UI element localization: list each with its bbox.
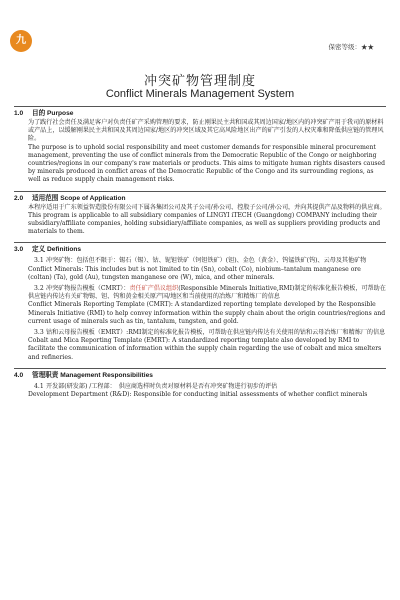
definition-english: Conflict Minerals Reporting Template (CMRT): A standardized reporting template developed by the Responsible Minerals Initiative (RMI) to help convey information within the supply chain about the origin countries/regions and current usage of minerals such as tin, tantalum, tungsten, and gold. [28, 301, 386, 325]
item-number: 3.1 [34, 257, 44, 265]
highlighted-text: 责任矿产倡议组织 [129, 285, 179, 293]
section-purpose [14, 106, 386, 185]
responsibility-text: 开发部(研发部) /工程部： 供应商选样时负责对原材料是否有冲突矿物进行初步的评估 [46, 382, 278, 390]
responsibility-chinese [28, 383, 386, 391]
definition-text: 冲突矿物报告模板（CMRT）： [46, 285, 130, 293]
definition-text: 冲突矿物：包括但不限于：锡石（锡）、钴、铌钽铁矿（钶钽铁矿）(钽)、金色（黄金）、钨锰铁矿(钨)、云母及其他矿物 [46, 257, 367, 265]
section-title: 管理职责 Management Responsibilities [32, 371, 153, 379]
section-definitions [14, 242, 386, 361]
scope-text-chinese: 本程序适用于广东领益智造股份有限公司下属各集团公司及其子公司/孙公司、控股子公司/孙公司，并向其提供产品及物料的供应商。 [28, 203, 386, 211]
section-heading [14, 371, 386, 380]
section-title: 目的 Purpose [32, 110, 74, 117]
document-body [14, 106, 386, 405]
definition-chinese [28, 257, 386, 265]
scope-text-english: This program is applicable to all subsidiary companies of LINGYI iTECH (Guangdong) COMPANY including their subsidiary/affiliate companies, holding subsidiary/affiliate companies, as well as suppliers providing products and materials to them. [28, 211, 381, 236]
confidentiality-level: 保密等级：★★ [328, 43, 374, 51]
section-title: 定义 Definitions [32, 246, 82, 254]
definition-english: Cobalt and Mica Reporting Template (EMRT): A standardized reporting template also developed by RMI to facilitate the communication of information within the supply chain regarding the use of cobalt and mica smelters and refineries. [28, 337, 382, 361]
responsibility-item [28, 383, 386, 399]
definition-text: 钴和云母报告模板（EMRT）:RMI制定的标准化报告模板，可帮助在供应链内传达有关使用的钴和云母冶炼厂和精炼厂的信息 [46, 329, 386, 337]
section-scope [14, 191, 386, 237]
section-number: 4.0 [14, 371, 24, 379]
document-title-english: Conflict Minerals Management System [105, 88, 295, 100]
section-number: 1.0 [14, 110, 24, 117]
purpose-text-chinese: 为了践行社会责任及满足客户对负责任矿产采购管理的要求，防止刚果民主共和国或其周边国家/地区内的冲突矿产用于我司的原材料或产品上，以缓解刚果民主共和国及其周边国家/地区的冲突区域及其它高风险地区出产的矿产引发的人权灾难和降低供应链的管理风险。 [28, 119, 384, 143]
document-title-chinese: 冲突矿物管理制度 [143, 74, 256, 89]
definition-chinese [28, 285, 386, 301]
purpose-text-english: The purpose is to uphold social responsibility and meet customer demands for responsible mineral procurement management, preventing the use of conflict minerals from the Democratic Republic of the Congo or neighboring countries/regions in our company's raw materials or products. This aims to mitigate human rights disasters caused by minerals produced in conflict areas of the Democratic Republic of the Congo and its surrounding regions, as well as reduce supply chain management risks. [28, 143, 386, 184]
definition-text: (Responsible Minerals Initiative,RMI)制定的标准化报告模板，可帮助在供应链内传达有关矿物锡、钽、钨和黄金相关原产国/地区和当前使用的冶炼厂和精炼厂的信息 [28, 285, 386, 301]
item-number: 4.1 [34, 382, 44, 390]
section-number: 2.0 [14, 194, 24, 202]
definition-item [28, 257, 386, 282]
definition-item [28, 329, 386, 362]
company-logo: 九 [10, 30, 32, 52]
definition-item [28, 285, 386, 326]
section-responsibilities [14, 368, 386, 399]
section-heading [14, 245, 386, 254]
definition-english: Conflict Minerals: This includes but is not limited to tin (Sn), cobalt (Co), niobium–tantalum manganese ore (coltan) (Ta), gold (Au), tungsten manganese ore (W), mica, and other minerals. [28, 265, 361, 281]
item-number: 3.3 [34, 329, 44, 337]
section-heading [14, 194, 386, 203]
responsibility-english: Development Department (R&D): Responsible for conducting initial assessments of whether conflict minerals [28, 391, 368, 399]
section-heading [14, 109, 386, 118]
section-number: 3.0 [14, 246, 24, 254]
section-title: 适用范围 Scope of Application [32, 194, 126, 202]
definition-chinese [28, 329, 386, 337]
item-number: 3.2 [34, 285, 44, 293]
